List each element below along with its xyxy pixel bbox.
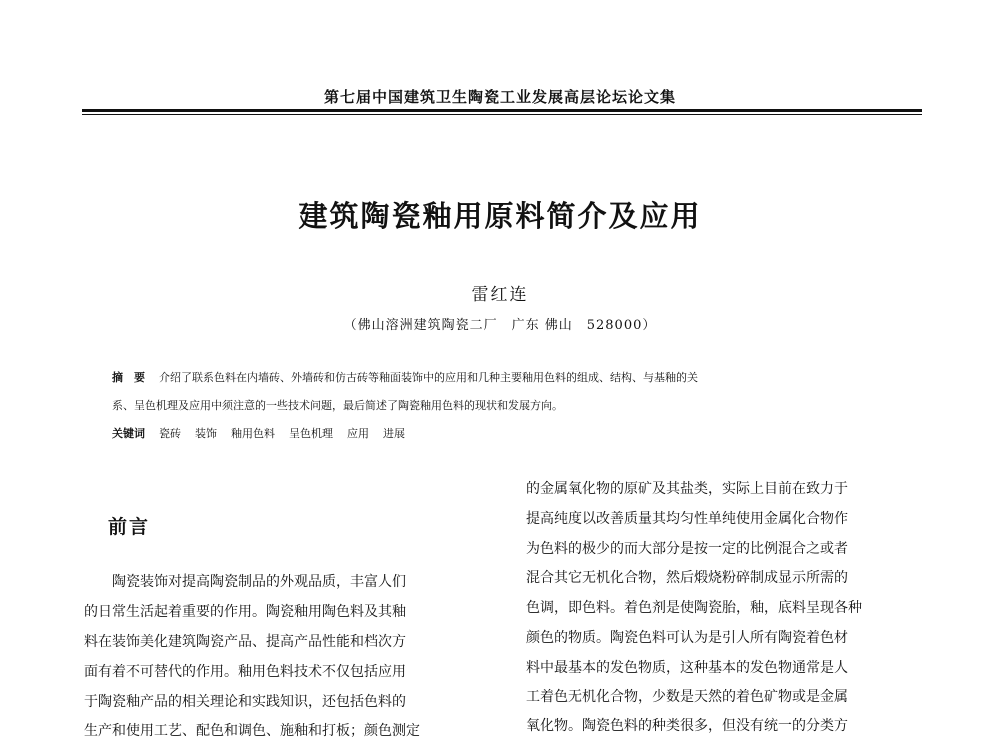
right-column-line: 提高纯度以改善质量其均匀性单纯使用金属化合物作 [526,511,848,527]
abstract-label: 摘 要 [112,371,145,384]
right-column-line: 混合其它无机化合物，然后煅烧粉碎制成显示所需的 [526,570,848,586]
right-column-line: 料中最基本的发色物质，这种基本的发色物通常是人 [526,660,848,676]
abstract-line-1 [112,370,912,386]
article-title: 建筑陶瓷釉用原料简介及应用 [298,199,702,233]
header-rule-thick [82,109,922,112]
keyword: 进展 [383,427,405,440]
author-name: 雷红连 [471,285,529,305]
abstract-line-2: 系、呈色机理及应用中须注意的一些技术问题，最后简述了陶瓷釉用色料的现状和发展方向。 [112,399,563,412]
header-rule-thin [82,114,922,115]
journal-header: 第七届中国建筑卫生陶瓷工业发展高层论坛论文集 [323,88,676,106]
keyword: 应用 [347,427,369,440]
keyword: 装饰 [195,427,217,440]
right-column-line: 氧化物。陶瓷色料的种类很多，但没有统一的分类方 [526,718,848,734]
right-column-line: 工着色无机化合物，少数是天然的着色矿物或是金属 [526,689,848,705]
keywords [112,426,912,442]
left-column-line: 于陶瓷釉产品的相关理论和实践知识，还包括色料的 [84,694,406,710]
left-column-line: 料在装饰美化建筑陶瓷产品、提高产品性能和档次方 [84,634,406,650]
section-heading-preface: 前言 [108,516,151,538]
left-column-line: 的日常生活起着重要的作用。陶瓷釉用陶色料及其釉 [84,604,406,620]
keyword: 瓷砖 [159,427,181,440]
right-column-line: 颜色的物质。陶瓷色料可认为是引人所有陶瓷着色材 [526,630,848,646]
right-column-line: 的金属氧化物的原矿及其盐类，实际上目前在致力于 [526,481,848,497]
keywords-label: 关键词 [112,427,145,440]
right-column-line: 为色料的极少的而大部分是按一定的比例混合之或者 [526,541,848,557]
left-column-line: 生产和使用工艺、配色和调色、施釉和打板；颜色测定 [84,723,420,739]
author-affiliation: （佛山溶洲建筑陶瓷二厂 广东 佛山 528000） [343,318,657,333]
keyword: 呈色机理 [289,427,333,440]
keyword: 釉用色料 [231,427,275,440]
left-column-line: 面有着不可替代的作用。釉用色料技术不仅包括应用 [84,664,406,680]
left-column-line: 陶瓷装饰对提高陶瓷制品的外观品质，丰富人们 [112,574,406,590]
abstract-text-1: 介绍了联系色料在内墙砖、外墙砖和仿古砖等釉面装饰中的应用和几种主要釉用色料的组成、结构、与基釉的关 [159,371,698,384]
right-column-line: 色调，即色料。着色剂是使陶瓷胎，釉，底料呈现各种 [526,600,862,616]
